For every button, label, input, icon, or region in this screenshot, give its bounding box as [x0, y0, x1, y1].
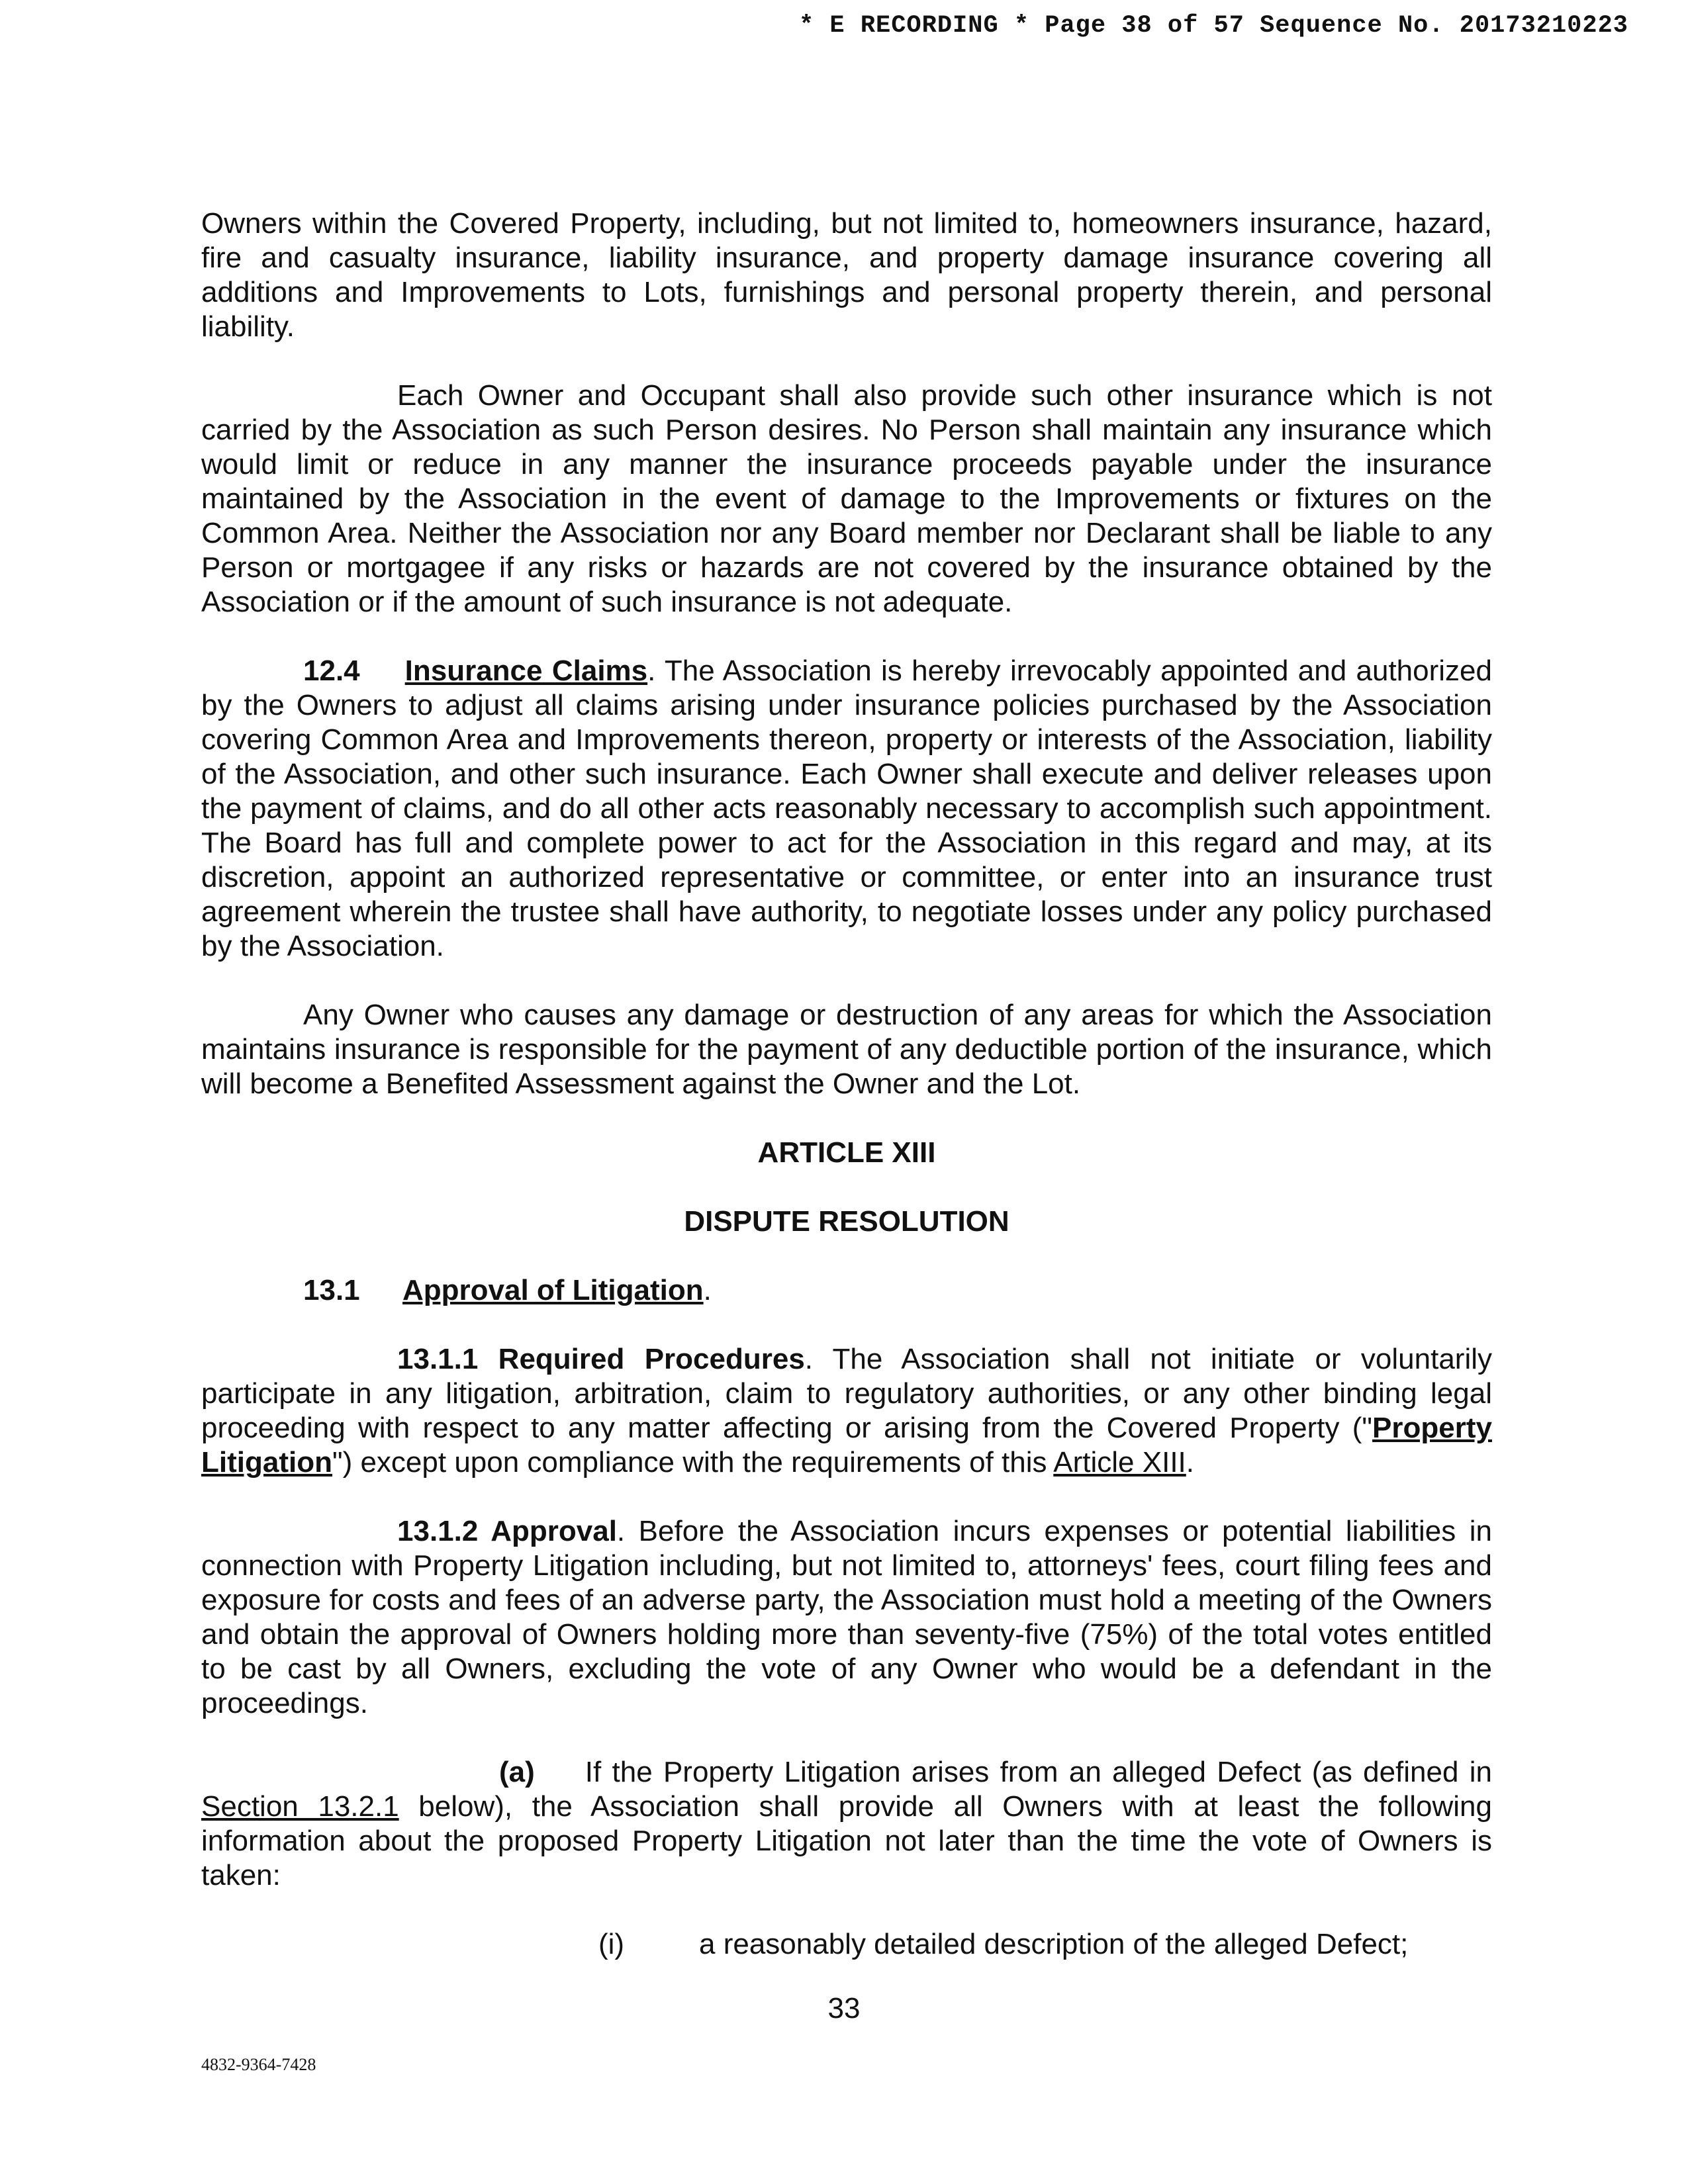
subsection-a-text-a: If the Property Litigation arises from an alleged Defect (as defined in	[585, 1756, 1492, 1788]
section-13-1-1-label: 13.1.1 Required Procedures	[397, 1343, 805, 1375]
paragraph-each-owner: Each Owner and Occupant shall also provide such other insurance which is not carried by the Association as such Person desires. No Person shall maintain any insurance which would limit or reduce in any manner the insurance proceeds payable under the insurance maintained by the Association in the event of damage to the Improvements or fixtures on the Common Area. Neither the Association nor any Board member nor Declarant shall be liable to any Person or mortgagee if any risks or hazards are not covered by the insurance obtained by the Association or if the amount of such insurance is not adequate.	[201, 379, 1492, 618]
section-12-4-text: . The Association is hereby irrevocably appointed and authorized by the Owners to adjust all claims arising under insurance policies purchased by the Association covering Common Area and Improvements thereon, property or interests of the Association, liability of the Association, and other such insurance. Each Owner shall execute and deliver releases upon the payment of claims, and do all other acts reasonably necessary to accomplish such appointment. The Board has full and complete power to act for the Association in this regard and may, at its discretion, appoint an authorized representative or committee, or enter into an insurance trust agreement wherein the trustee shall have authority, to negotiate losses under any policy purchased by the Association.	[201, 655, 1492, 962]
document-body	[201, 206, 1492, 1962]
section-13-1-period: .	[703, 1274, 712, 1306]
section-13-1-title: Approval of Litigation	[402, 1274, 704, 1306]
section-12-4-number: 12.4	[303, 655, 360, 687]
section-13-1-2-label: 13.1.2 Approval	[397, 1515, 617, 1547]
recording-stamp: * E RECORDING * Page 38 of 57 Sequence No. 20173210223	[799, 12, 1628, 40]
section-13-1-2	[201, 1514, 1492, 1721]
section-13-1-1-text-b: ") except upon compliance with the requirements of this	[332, 1446, 1054, 1479]
page-number: 33	[827, 1992, 861, 2025]
section-12-4-title: Insurance Claims	[404, 655, 648, 687]
paragraph-continued: Owners within the Covered Property, including, but not limited to, homeowners insurance, hazard, fire and casualty insurance, liability insurance, and property damage insurance covering all additions and Improvements to Lots, furnishings and personal property therein, and personal liability.	[201, 207, 1492, 343]
article-heading: ARTICLE XIII	[757, 1136, 936, 1169]
subsection-a-marker: (a)	[499, 1756, 535, 1788]
section-13-1-1-text-c: .	[1186, 1446, 1195, 1479]
article-xiii-reference: Article XIII	[1053, 1446, 1186, 1479]
section-13-1-heading	[201, 1273, 1492, 1308]
paragraph-any-owner: Any Owner who causes any damage or destruction of any areas for which the Association maintains insurance is responsible for the payment of any deductible portion of the insurance, which will become a Benefited Assessment against the Owner and the Lot.	[201, 999, 1492, 1100]
document-id: 4832-9364-7428	[201, 2055, 316, 2074]
list-item-i	[201, 1927, 1492, 1962]
list-item-i-marker: (i)	[598, 1928, 625, 1960]
article-title: DISPUTE RESOLUTION	[684, 1205, 1009, 1238]
section-13-1-1-text-a: . The Association shall not initiate or voluntarily participate in any litigation, arbitration, claim to regulatory authorities, or any other binding legal proceeding with respect to any matter affecting or arising from the Covered Property ("	[201, 1343, 1492, 1444]
section-13-1-number: 13.1	[303, 1274, 360, 1306]
subsection-a	[201, 1755, 1492, 1893]
section-12-4	[201, 654, 1492, 964]
list-item-i-text: a reasonably detailed description of the alleged Defect;	[699, 1928, 1409, 1960]
section-13-2-1-reference: Section 13.2.1	[201, 1790, 399, 1823]
subsection-a-text-b: below), the Association shall provide all Owners with at least the following information about the proposed Property Litigation not later than the time the vote of Owners is taken:	[201, 1790, 1492, 1891]
section-13-1-1	[201, 1342, 1492, 1480]
defined-term-property-litigation: Property Litigation	[201, 1412, 1492, 1479]
section-13-1-2-text: . Before the Association incurs expenses or potential liabilities in connection with Property Litigation including, but not limited to, attorneys' fees, court filing fees and exposure for costs and fees of an adverse party, the Association must hold a meeting of the Owners and obtain the approval of Owners holding more than seventy-five (75%) of the total votes entitled to be cast by all Owners, excluding the vote of any Owner who would be a defendant in the proceedings.	[201, 1515, 1492, 1719]
